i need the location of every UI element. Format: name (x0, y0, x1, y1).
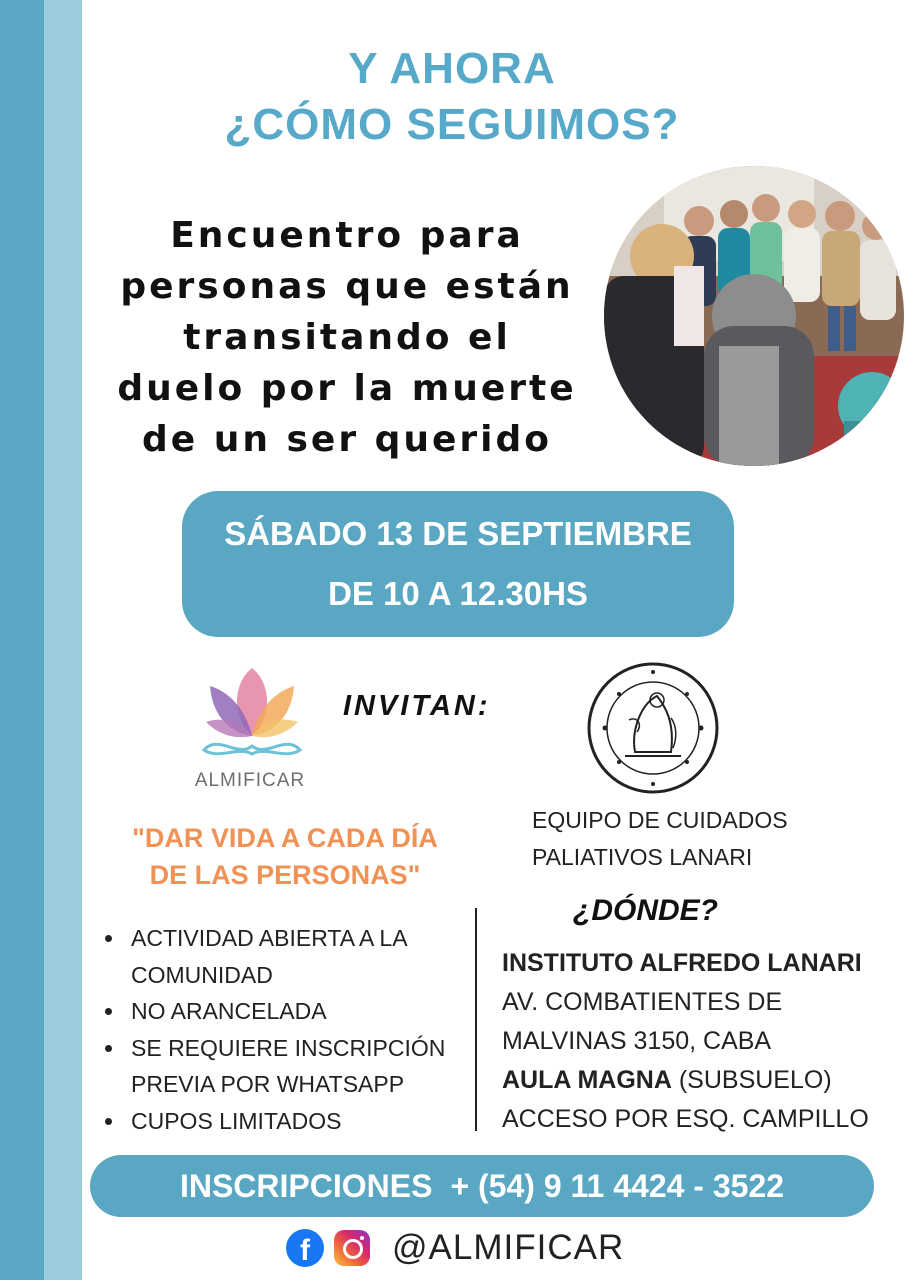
page-title-line1: Y AHORA (348, 44, 556, 93)
registration-label: INSCRIPCIONES (179, 1168, 433, 1204)
location-heading: ¿DÓNDE? (573, 894, 718, 927)
institute-name: INSTITUTO ALFREDO LANARI (502, 949, 862, 977)
activity-details-list (105, 920, 465, 1139)
almificar-name: ALMIFICAR (194, 770, 306, 791)
team-line2: PALIATIVOS LANARI (532, 844, 753, 870)
palliative-care-team (532, 802, 788, 876)
uba-seal-logo (585, 660, 721, 796)
left-stripe-dark (0, 0, 44, 1280)
page-title-line2: ¿CÓMO SEGUIMOS? (224, 100, 680, 149)
location-details (502, 944, 869, 1139)
motto-quote (100, 820, 470, 894)
room-line: AULA MAGNA (SUBSUELO) (502, 1066, 832, 1094)
facebook-icon[interactable]: f (286, 1229, 324, 1267)
list-item: NO ARANCELADA (105, 993, 465, 1030)
access-line: ACCESO POR ESQ. CAMPILLO (502, 1105, 869, 1133)
registration-banner (90, 1155, 874, 1217)
address-line1: AV. COMBATIENTES DE (502, 988, 783, 1016)
list-item: ACTIVIDAD ABIERTA A LA COMUNIDAD (105, 920, 465, 993)
group-photo (604, 166, 904, 466)
quote-line2: DE LAS PERSONAS" (149, 860, 421, 890)
column-divider (475, 908, 477, 1131)
left-stripe-light (44, 0, 82, 1280)
instagram-icon[interactable] (334, 1230, 370, 1266)
list-item: CUPOS LIMITADOS (105, 1103, 465, 1140)
team-line1: EQUIPO DE CUIDADOS (532, 807, 788, 833)
registration-phone[interactable]: + (54) 9 11 4424 - 3522 (450, 1168, 785, 1204)
event-description: Encuentro para personas que están transitando el duelo por la muerte de un ser querido (117, 215, 577, 460)
social-handle[interactable]: @ALMIFICAR (392, 1228, 625, 1267)
address-line2: MALVINAS 3150, CABA (502, 1027, 772, 1055)
invite-label: INVITAN: (343, 690, 491, 722)
event-time: DE 10 A 12.30HS (328, 575, 588, 612)
date-banner (182, 491, 734, 637)
quote-line1: "DAR VIDA A CADA DÍA (132, 823, 438, 853)
almificar-lotus-logo (188, 660, 316, 760)
list-item: SE REQUIERE INSCRIPCIÓN PREVIA POR WHATSAPP (105, 1030, 465, 1103)
event-date: SÁBADO 13 DE SEPTIEMBRE (224, 515, 692, 552)
social-links (286, 1226, 624, 1270)
